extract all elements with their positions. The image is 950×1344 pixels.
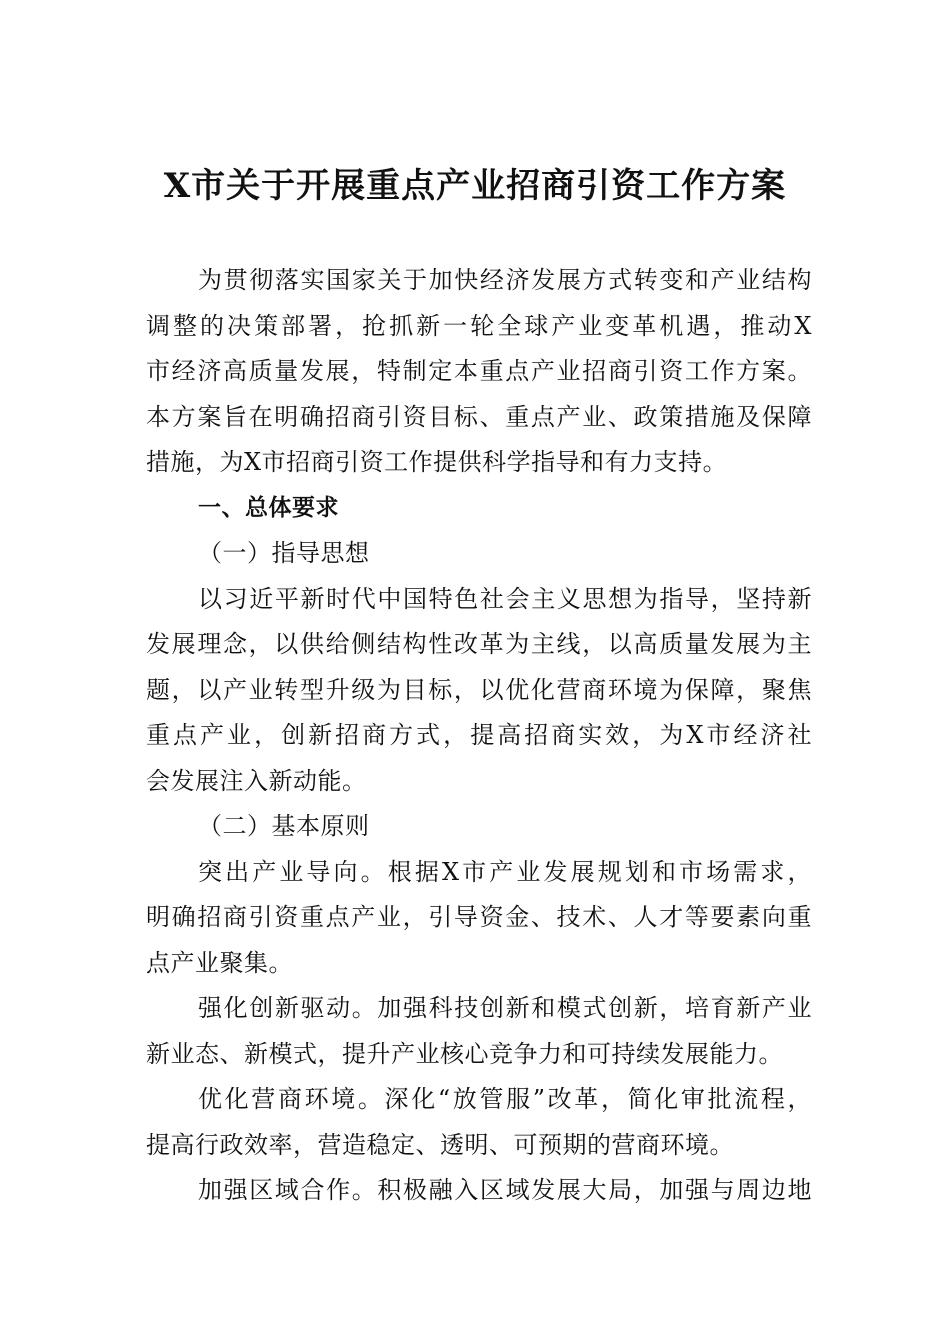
guiding-thought-line: 题，以产业转型升级为目标，以优化营商环境为保障，聚焦 [146,675,812,704]
principle-line: 明确招商引资重点产业，引导资金、技术、人才等要素向重 [146,903,812,931]
intro-line: 调整的决策部署，抢抓新一轮全球产业变革机遇，推动X [146,311,812,340]
document-body [146,258,812,1214]
subsection-heading: （一）指导思想 [198,539,370,567]
section-heading: 一、总体要求 [198,494,339,521]
intro-line: 市经济高质量发展，特制定本重点产业招商引资工作方案。 [146,357,812,385]
guiding-thought-line: 发展理念，以供给侧结构性改革为主线，以高质量发展为主 [146,630,812,658]
principle-line: 新业态、新模式，提升产业核心竞争力和可持续发展能力。 [146,1039,783,1068]
guiding-thought-line: 以习近平新时代中国特色社会主义思想为指导，坚持新 [198,584,812,613]
principle-line: 强化创新驱动。加强科技创新和模式创新，培育新产业 [198,994,812,1022]
document-title: X市关于开展重点产业招商引资工作方案 [163,166,787,206]
intro-line: 措施，为X市招商引资工作提供科学指导和有力支持。 [146,448,728,476]
guiding-thought-line: 重点产业，创新招商方式，提高招商实效，为X市经济社 [146,721,812,749]
principle-line: 突出产业导向。根据X市产业发展规划和市场需求， [198,857,812,886]
intro-line: 为贯彻落实国家关于加快经济发展方式转变和产业结构 [198,266,812,294]
principle-line: 提高行政效率，营造稳定、透明、可预期的营商环境。 [146,1130,734,1159]
principle-line: 点产业聚集。 [146,948,293,977]
principle-line: 优化营商环境。深化“放管服”改革，简化审批流程， [198,1085,812,1113]
principle-line: 加强区域合作。积极融入区域发展大局，加强与周边地 [198,1176,812,1204]
guiding-thought-line: 会发展注入新动能。 [146,766,367,795]
subsection-heading: （二）基本原则 [198,812,370,840]
intro-line: 本方案旨在明确招商引资目标、重点产业、政策措施及保障 [146,402,812,431]
